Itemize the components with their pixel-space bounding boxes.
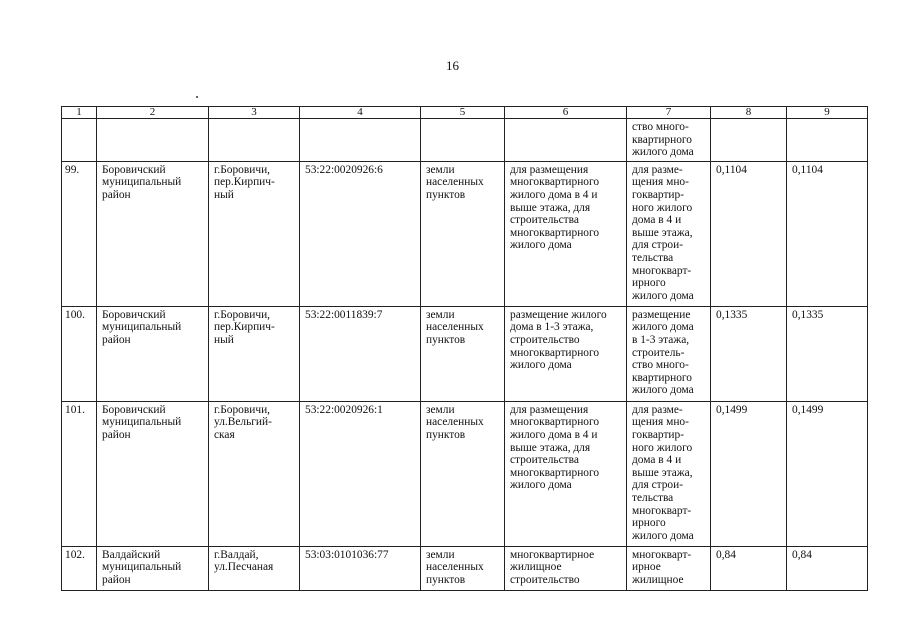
area-cell: 0,1499 — [787, 401, 868, 546]
table-row — [62, 306, 868, 401]
area-cell: 0,1499 — [711, 401, 787, 546]
column-header: 4 — [300, 107, 421, 119]
cadastral-number-cell: 53:22:0011839:7 — [300, 306, 421, 401]
column-header: 7 — [627, 107, 711, 119]
land-plots-table — [61, 106, 868, 591]
row-number-cell: 102. — [62, 546, 97, 590]
page-number: 16 — [446, 58, 459, 73]
row-number-cell: 100. — [62, 306, 97, 401]
table-cell — [711, 119, 787, 162]
column-header: 9 — [787, 107, 868, 119]
district-cell: Валдайский муниципальный район — [97, 546, 209, 590]
column-header: 2 — [97, 107, 209, 119]
district-cell: Боровичский муниципальный район — [97, 306, 209, 401]
column-header: 6 — [505, 107, 627, 119]
area-cell: 0,1335 — [711, 306, 787, 401]
cadastral-number-cell: 53:22:0020926:6 — [300, 161, 421, 306]
permitted-use-short-cell: для разме- щения мно- гоквартир- ного жилого дома в 4 и выше этажа, для строи- тельства многокварт- ирного жилого дома — [627, 161, 711, 306]
area-cell: 0,1104 — [711, 161, 787, 306]
table-cell — [209, 119, 300, 162]
table-row — [62, 161, 868, 306]
land-category-cell: земли населенных пунктов — [421, 401, 505, 546]
address-cell: г.Боровичи, пер.Кирпич- ный — [209, 161, 300, 306]
table-cell — [62, 119, 97, 162]
address-cell: г.Боровичи, ул.Вельгий- ская — [209, 401, 300, 546]
permitted-use-cell: для размещения многоквартирного жилого дома в 4 и выше этажа, для строительства многоквартирного жилого дома — [505, 401, 627, 546]
continuation-row — [62, 119, 868, 162]
district-cell: Боровичский муниципальный район — [97, 161, 209, 306]
area-cell: 0,84 — [787, 546, 868, 590]
table-cell — [97, 119, 209, 162]
permitted-use-cell: для размещения многоквартирного жилого дома в 4 и выше этажа, для строительства многоквартирного жилого дома — [505, 161, 627, 306]
table-header-row — [62, 107, 868, 119]
column-header: 3 — [209, 107, 300, 119]
cadastral-number-cell: 53:03:0101036:77 — [300, 546, 421, 590]
table-row — [62, 401, 868, 546]
column-header: 1 — [62, 107, 97, 119]
table-cell: ство много- квартирного жилого дома — [627, 119, 711, 162]
land-category-cell: земли населенных пунктов — [421, 546, 505, 590]
scan-speck — [196, 96, 198, 98]
permitted-use-cell: многоквартирное жилищное строительство — [505, 546, 627, 590]
cadastral-number-cell: 53:22:0020926:1 — [300, 401, 421, 546]
address-cell: г.Боровичи, пер.Кирпич- ный — [209, 306, 300, 401]
area-cell: 0,1335 — [787, 306, 868, 401]
address-cell: г.Валдай, ул.Песчаная — [209, 546, 300, 590]
column-header: 5 — [421, 107, 505, 119]
row-number-cell: 99. — [62, 161, 97, 306]
district-cell: Боровичский муниципальный район — [97, 401, 209, 546]
column-header: 8 — [711, 107, 787, 119]
permitted-use-short-cell: размещение жилого дома в 1-3 этажа, строитель- ство много- квартирного жилого дома — [627, 306, 711, 401]
table-cell — [505, 119, 627, 162]
permitted-use-short-cell: многокварт- ирное жилищное — [627, 546, 711, 590]
area-cell: 0,1104 — [787, 161, 868, 306]
area-cell: 0,84 — [711, 546, 787, 590]
row-number-cell: 101. — [62, 401, 97, 546]
land-category-cell: земли населенных пунктов — [421, 306, 505, 401]
land-category-cell: земли населенных пунктов — [421, 161, 505, 306]
table-cell — [787, 119, 868, 162]
table-row — [62, 546, 868, 590]
table-cell — [421, 119, 505, 162]
permitted-use-cell: размещение жилого дома в 1-3 этажа, строительство многоквартирного жилого дома — [505, 306, 627, 401]
permitted-use-short-cell: для разме- щения мно- гоквартир- ного жилого дома в 4 и выше этажа, для строи- тельства многокварт- ирного жилого дома — [627, 401, 711, 546]
table-cell — [300, 119, 421, 162]
